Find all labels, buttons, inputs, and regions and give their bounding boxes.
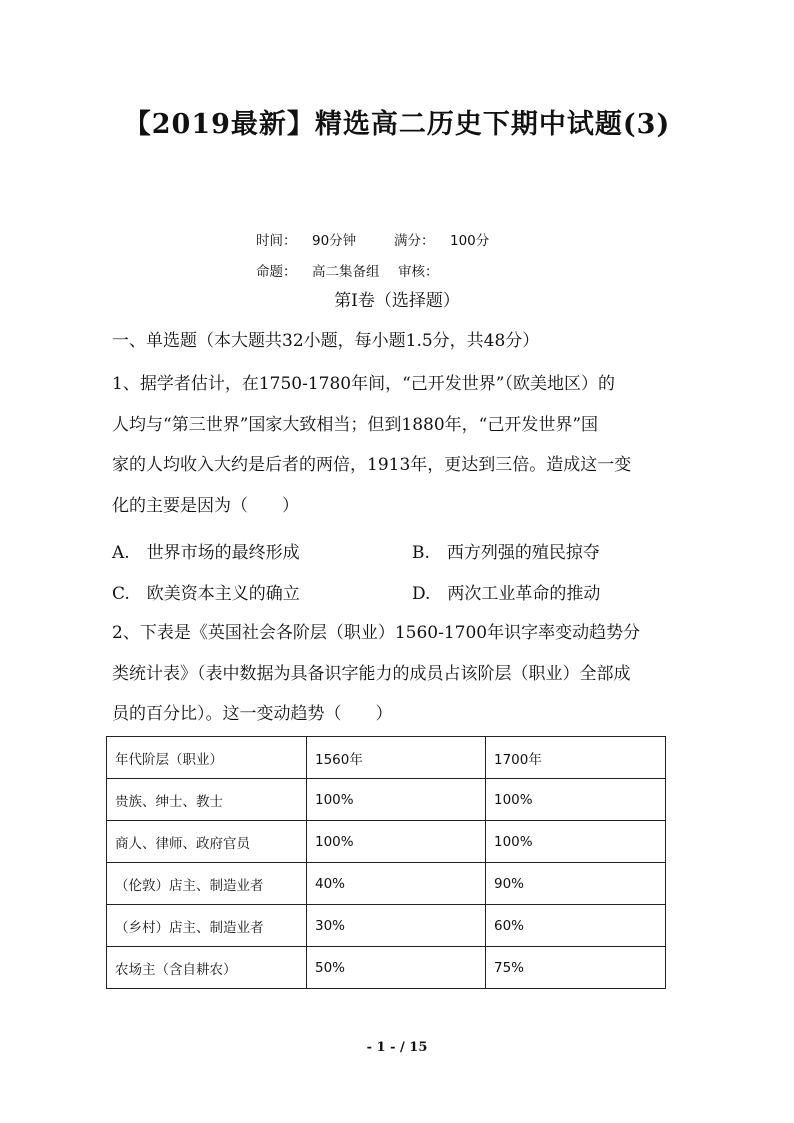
question-2-line: 2、下表是《英国社会各阶层（职业）1560-1700年识字率变动趋势分 xyxy=(112,623,641,643)
table-header-cell: 1700年 xyxy=(486,737,666,779)
table-cell: 100% xyxy=(486,779,666,821)
literacy-rate-table xyxy=(106,736,666,989)
exam-author-line xyxy=(256,260,439,280)
table-cell: 100% xyxy=(307,779,486,821)
table-header-cell: 年代阶层（职业） xyxy=(107,737,307,779)
table-cell: 贵族、绅士、教士 xyxy=(107,779,307,821)
section-heading-text: 一、单选题（本大题共32小题，每小题1.5分，共48分） xyxy=(112,331,540,351)
question-1-line: 家的人均收入大约是后者的两倍，1913年，更达到三倍。造成这一变 xyxy=(112,455,632,475)
table-row xyxy=(107,779,666,821)
table-cell: 75% xyxy=(486,947,666,989)
table-row xyxy=(107,821,666,863)
page-number: - 1 - / 15 xyxy=(366,1040,428,1055)
table-row xyxy=(107,947,666,989)
time-label: 时间： xyxy=(256,233,297,249)
table-cell: 商人、律师、政府官员 xyxy=(107,821,307,863)
question-2-stem xyxy=(112,613,687,735)
score-label: 满分： xyxy=(394,233,435,249)
question-1-stem xyxy=(112,364,687,526)
table-cell: （乡村）店主、制造业者 xyxy=(107,905,307,947)
table-cell: 50% xyxy=(307,947,486,989)
document-title: 【2019最新】精选高二历史下期中试题(3) xyxy=(123,109,671,140)
table-cell: 90% xyxy=(486,863,666,905)
table-cell: （伦敦）店主、制造业者 xyxy=(107,863,307,905)
question-1-line: 化的主要是因为（ ） xyxy=(112,495,299,516)
reviewer-label: 审核： xyxy=(398,264,439,280)
question-1-line: 人均与“第三世界”国家大致相当；但到1880年，“己开发世界”国 xyxy=(112,414,599,435)
table-cell: 30% xyxy=(307,905,486,947)
question-1-option-d: D. 两次工业革命的推动 xyxy=(412,584,601,604)
question-1-option-a: A. 世界市场的最终形成 xyxy=(112,543,300,563)
exam-time-line xyxy=(256,229,489,249)
table-header-cell: 1560年 xyxy=(307,737,486,779)
question-2-line: 员的百分比）。这一变动趋势（ ） xyxy=(112,704,393,724)
score-value: 100分 xyxy=(450,233,490,249)
question-2-line: 类统计表》（表中数据为具备识字能力的成员占该阶层（职业）全部成 xyxy=(112,663,631,684)
table-header-row xyxy=(107,737,666,779)
question-1-option-b: B. 西方列强的殖民掠夺 xyxy=(412,543,600,563)
table-cell: 40% xyxy=(307,863,486,905)
question-1-line: 1、据学者估计，在1750-1780年间，“己开发世界”（欧美地区）的 xyxy=(112,374,615,394)
table-cell: 100% xyxy=(486,821,666,863)
volume-title: 第Ⅰ卷（选择题） xyxy=(334,291,460,311)
table-cell: 100% xyxy=(307,821,486,863)
question-1-option-c: C. 欧美资本主义的确立 xyxy=(112,584,300,604)
table-row xyxy=(107,905,666,947)
section-heading xyxy=(112,321,687,362)
table-cell: 60% xyxy=(486,905,666,947)
table-cell: 农场主（含自耕农） xyxy=(107,947,307,989)
table-row xyxy=(107,863,666,905)
time-value: 90分钟 xyxy=(312,233,357,249)
author-label: 命题： xyxy=(256,264,297,280)
author-value: 高二集备组 xyxy=(312,264,380,280)
